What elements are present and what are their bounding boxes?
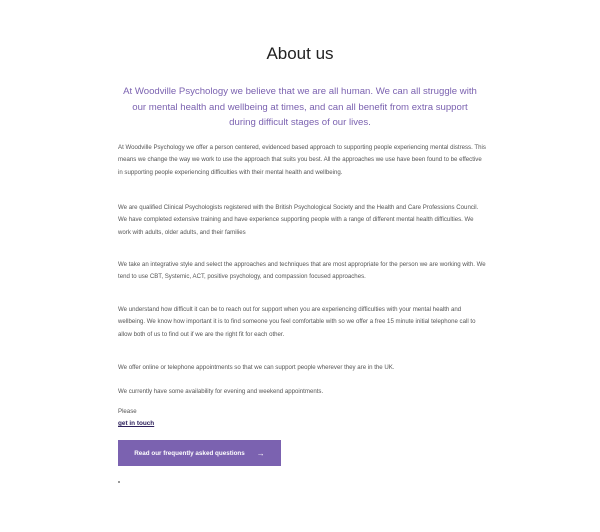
faq-button-label: Read our frequently asked questions — [134, 449, 245, 457]
intro-text: At Woodville Psychology we believe that we are all human. We can all struggle with our mental health and wellbeing at times, and can all benefit from extra support during difficult stages of our lives. — [123, 86, 477, 128]
get-in-touch-link[interactable]: get in touch — [118, 420, 155, 427]
paragraph-free-call: We understand how difficult it can be to reach out for support when you are experiencing difficulties with your mental health and wellbeing. We know how important it is to find someone you feel comfortable with so we offer a free 15 minute initial telephone call to allow both of us to find out if we are the right fit for each other. — [118, 306, 476, 338]
paragraph-approach: At Woodville Psychology we offer a person centered, evidenced based approach to supporting people experiencing mental distress. This means we change the way we work to use the approach that suits you best. All the approaches we use have been found to be effective in supporting people experiencing difficulties with their mental health and wellbeing. — [118, 144, 486, 176]
paragraph-integrative-style: We take an integrative style and select the approaches and techniques that are most appropriate for the person we are working with. We tend to use CBT, Systemic, ACT, positive psychology, and compassion focused approaches. — [118, 261, 486, 281]
page-title: About us — [266, 44, 334, 63]
paragraph-availability: We currently have some availability for evening and weekend appointments. — [118, 388, 324, 395]
divider-dot — [118, 481, 120, 483]
arrow-right-icon: → — [256, 448, 265, 458]
faq-button[interactable] — [118, 440, 281, 466]
paragraph-qualifications: We are qualified Clinical Psychologists registered with the British Psychological Society and the Health and Care Professions Council. We have completed extensive training and have experience supporting people with a range of different mental health difficulties. We work with adults, older adults, and their families — [118, 204, 479, 236]
paragraph-online-appointments: We offer online or telephone appointments so that we can support people wherever they are in the UK. — [118, 364, 395, 371]
please-text: Please — [118, 408, 137, 415]
